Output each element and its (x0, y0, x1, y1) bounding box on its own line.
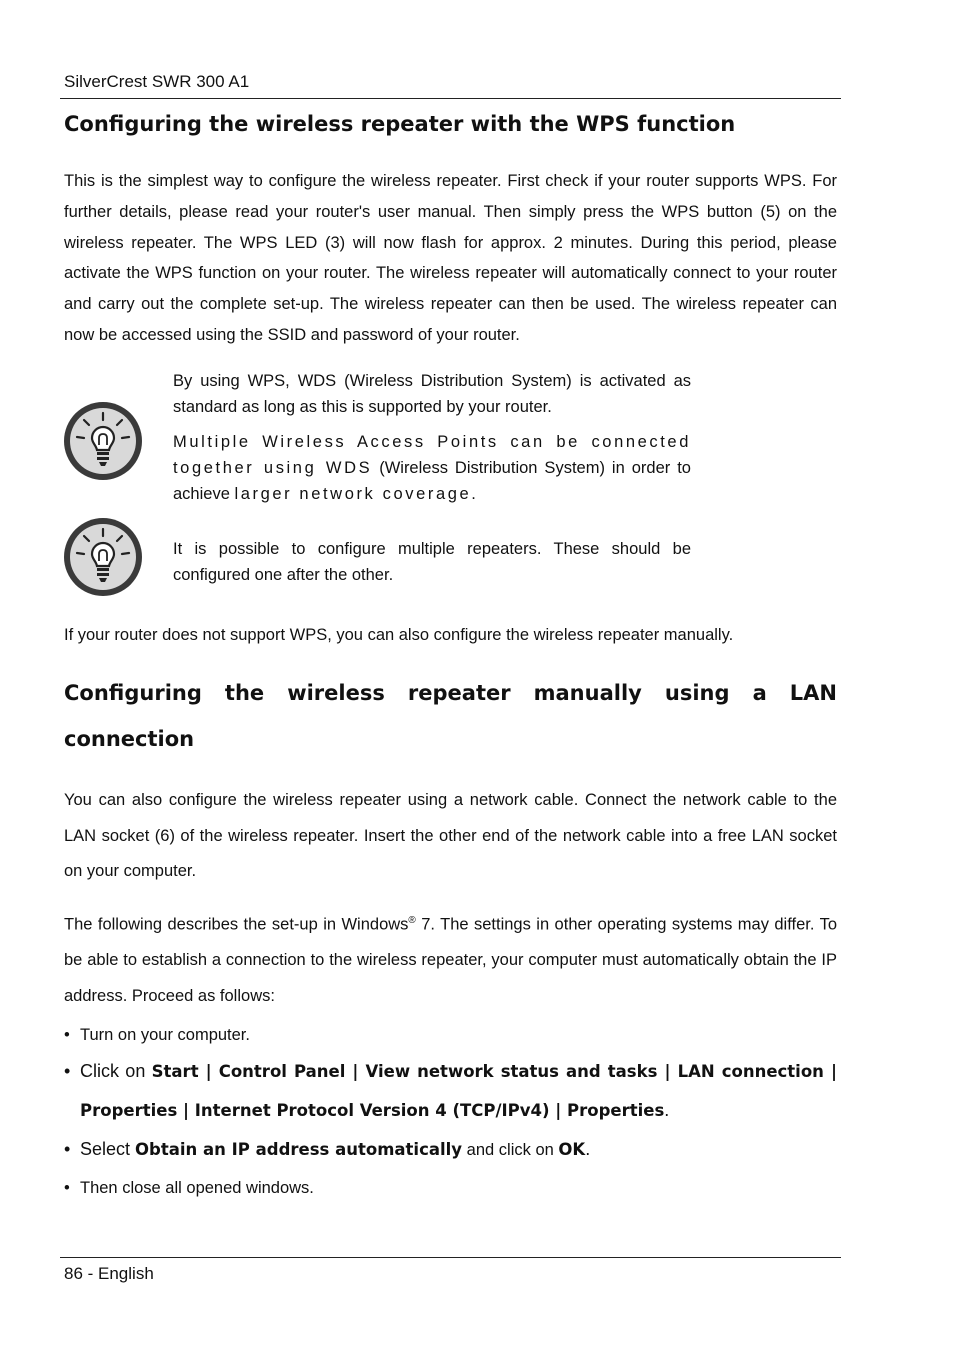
note-wds-multi-c: larger network coverage. (234, 485, 479, 503)
bullet-icon: • (64, 1061, 71, 1081)
option-label: Obtain an IP address automatically (135, 1140, 463, 1159)
note-multiple-repeaters: It is possible to configure multiple repeaters. These should be configured one after the other. (173, 540, 691, 584)
step-text: and click on (462, 1141, 559, 1159)
section-title-lan: Configuring the wireless repeater manually using a LAN connection (64, 681, 837, 751)
list-item (64, 1052, 837, 1130)
list-item (64, 1023, 837, 1047)
windows-paragraph (64, 903, 837, 1014)
manual-hint: If your router does not support WPS, you can also configure the wireless repeater manually. (64, 626, 734, 644)
list-item (64, 1169, 837, 1207)
lightbulb-icon (62, 516, 144, 598)
running-header: SilverCrest SWR 300 A1 (64, 72, 250, 91)
ok-label: OK (558, 1140, 586, 1159)
step-text: . (585, 1139, 591, 1159)
page-number: 86 - English (64, 1264, 154, 1283)
step-text: Turn on your computer. (80, 1026, 250, 1044)
step-text: . (664, 1100, 670, 1120)
step-text: Select (80, 1139, 136, 1159)
wps-paragraph: This is the simplest way to configure the wireless repeater. First check if your router supports WPS. For further details, please read your router's user manual. Then simply press the WPS button (5) on the wireless repeater. The WPS LED (3) will now flash for approx. 2 minutes. During this period, please activate the WPS function on your router. The wireless repeater will automatically connect to your router and carry out the complete set-up. The wireless repeater can then be used. The wireless repeater can now be accessed using the SSID and password of your router. (64, 172, 837, 344)
bullet-icon: • (64, 1179, 70, 1197)
header-rule (60, 98, 841, 99)
windows-paragraph-a: The following describes the set-up in Windows (64, 915, 409, 934)
registered-mark: ® (408, 915, 416, 926)
note-wds-multi (173, 429, 691, 507)
footer-rule (60, 1257, 841, 1258)
windows-paragraph-b: 7. The settings in other operating systems may differ. To be able to establish a connection to the wireless repeater, your computer must automatically obtain the IP address. Proceed as follows: (64, 915, 837, 1005)
step-text: Then close all opened windows. (80, 1179, 314, 1197)
lan-paragraph: You can also configure the wireless repeater using a network cable. Connect the network cable to the LAN socket (6) of the wireless repeater. Insert the other end of the network cable into a free LAN socket on your computer. (64, 791, 837, 881)
bullet-icon: • (64, 1026, 70, 1044)
note-wds-multi-a: Multiple Wireless Access Points can be connected together using WDS (173, 433, 691, 477)
section-title-wps: Configuring the wireless repeater with the WPS function (64, 112, 736, 136)
bullet-icon: • (64, 1139, 71, 1159)
list-item (64, 1130, 837, 1169)
step-text: Click on (80, 1061, 152, 1081)
note-wds-text: By using WPS, WDS (Wireless Distribution System) is activated as standard as long as this is supported by your router. (173, 372, 691, 416)
lightbulb-icon (62, 400, 144, 482)
steps-list (64, 1023, 837, 1207)
menu-path: Start | Control Panel | View network status and tasks | LAN connection | Properties | Internet Protocol Version 4 (TCP/IPv4) | Properties (80, 1062, 837, 1120)
note-wds-multi-b: (Wireless Distribution System) in order to achieve (173, 459, 691, 503)
note-wds (173, 368, 691, 507)
